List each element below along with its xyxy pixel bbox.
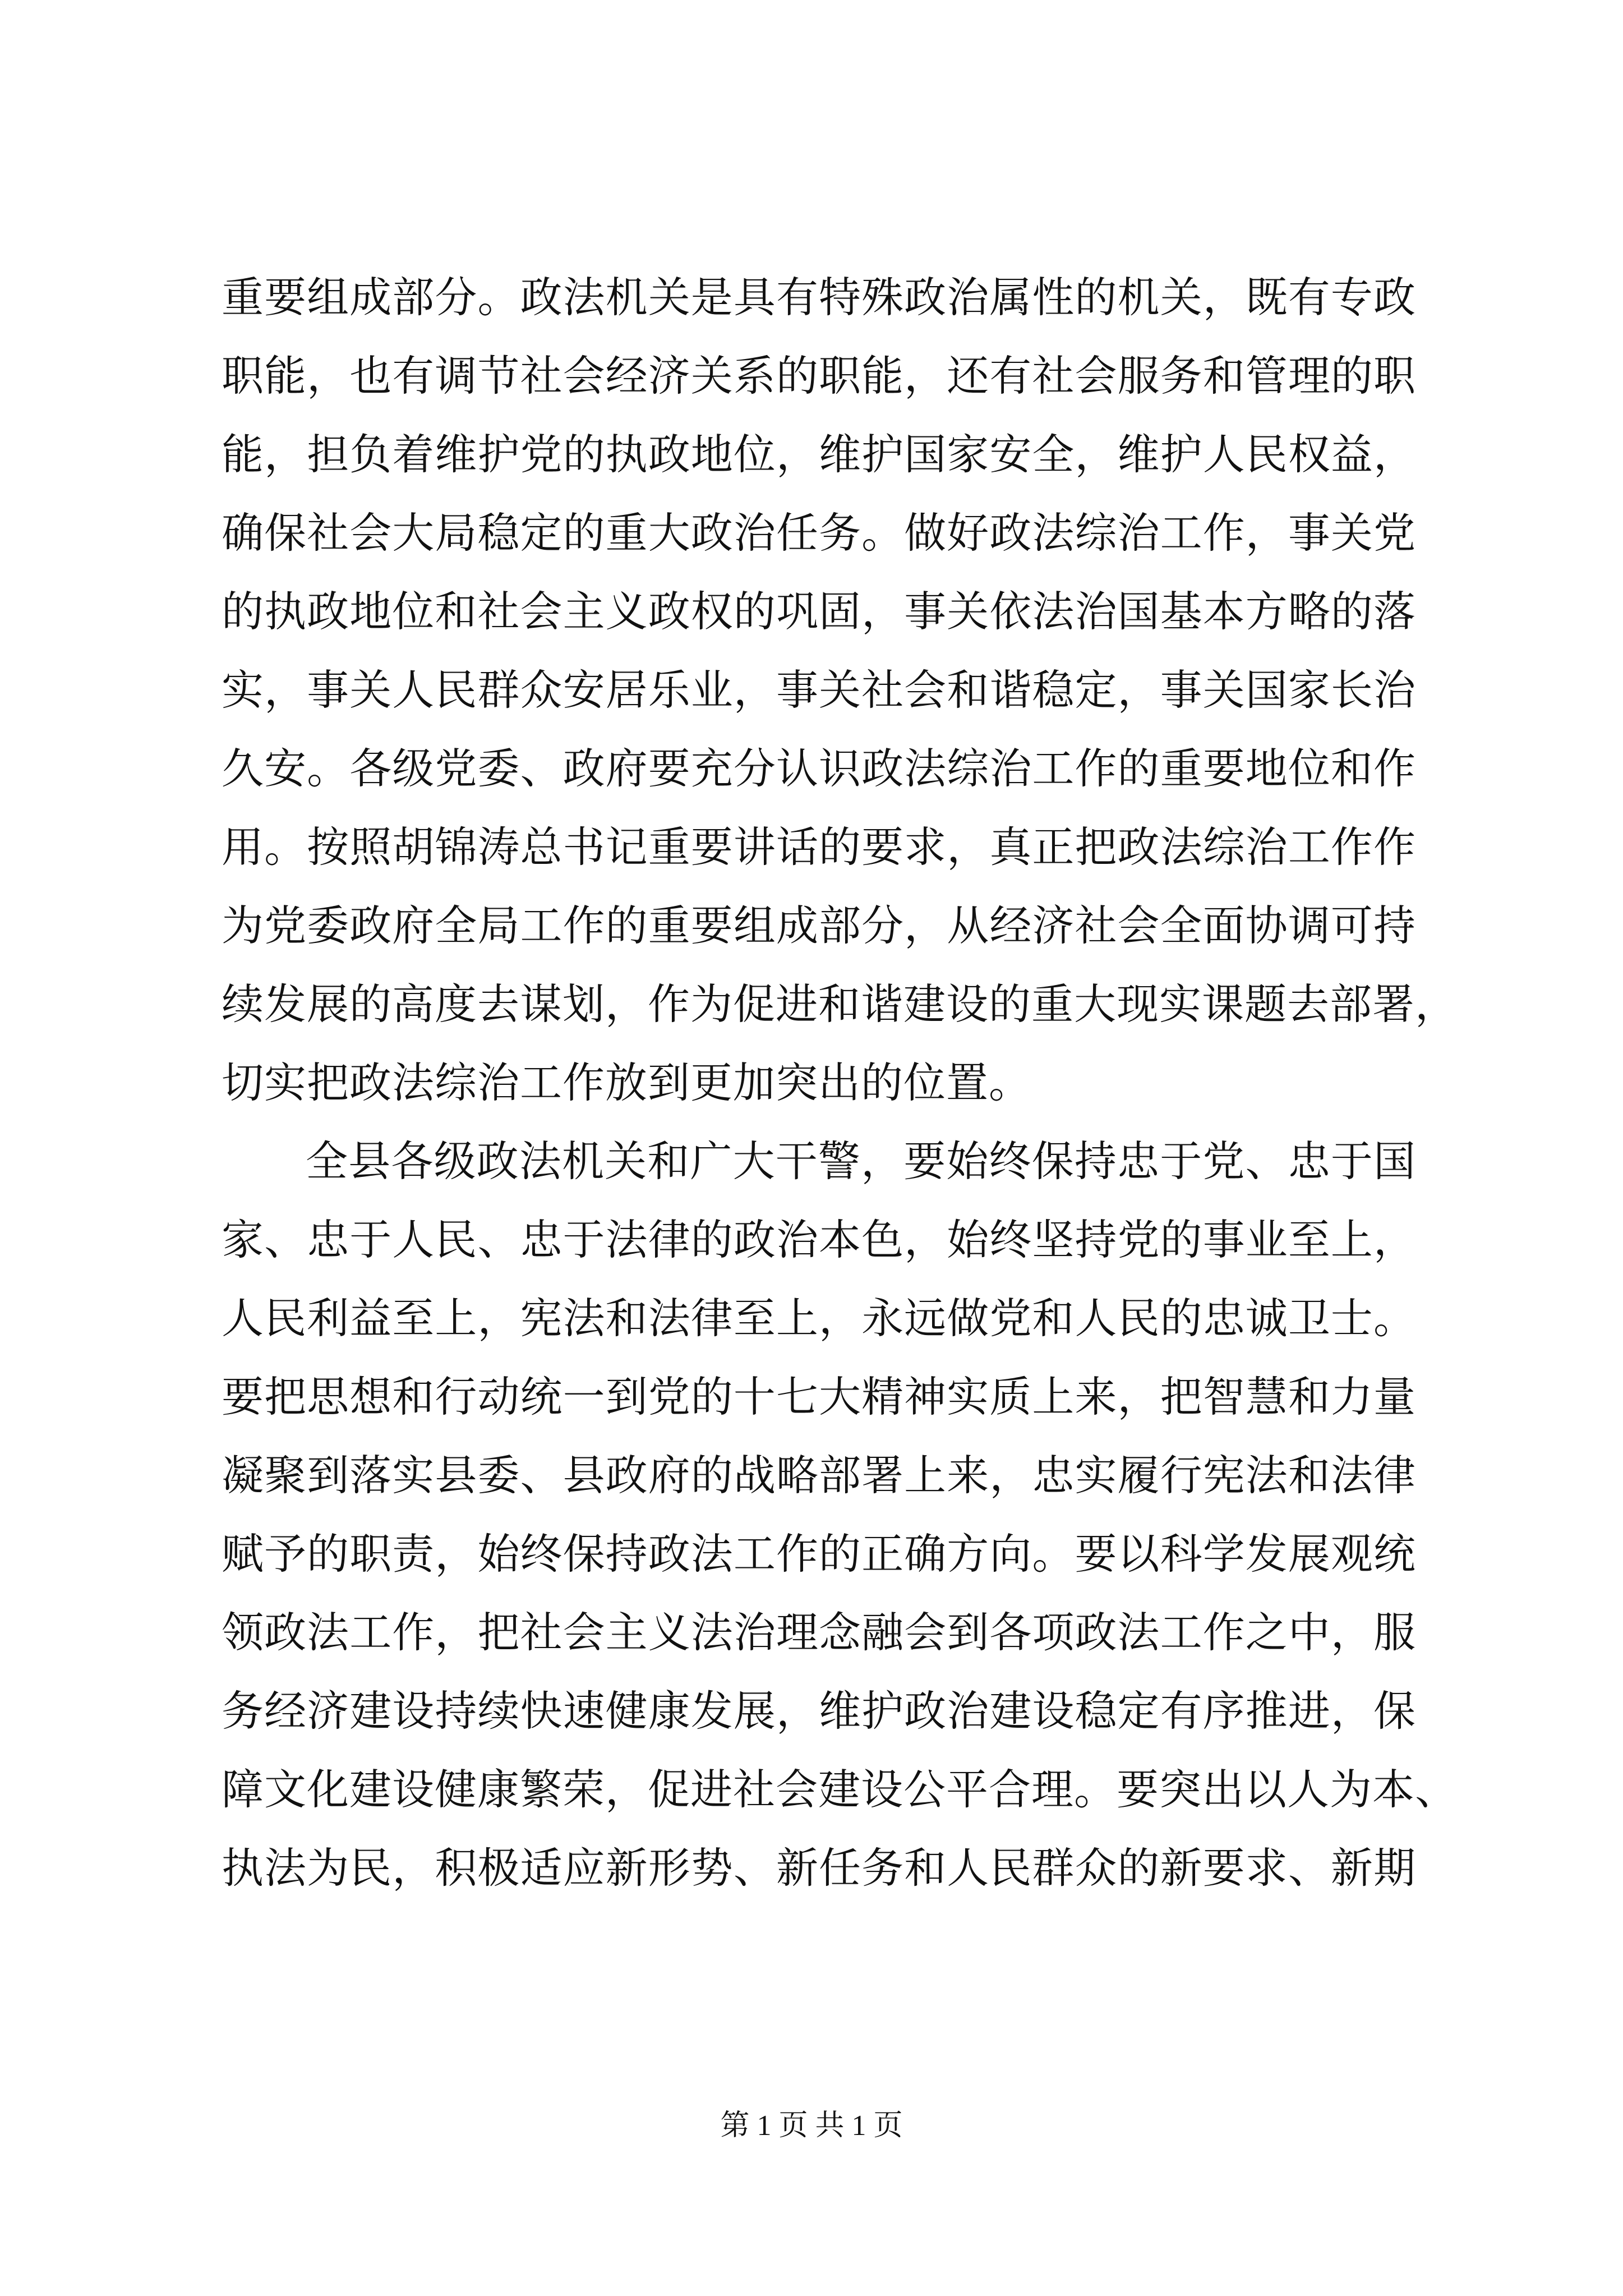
text-line: 实，事关人民群众安居乐业，事关社会和谐稳定，事关国家长治 <box>222 665 1416 715</box>
paragraph-start-line: 全县各级政法机关和广大干警，要始终保持忠于党、忠于国 <box>306 1137 1416 1186</box>
text-line: 务经济建设持续快速健康发展，维护政治建设稳定有序推进，保 <box>222 1686 1416 1736</box>
text-line: 能，担负着维护党的执政地位，维护国家安全，维护人民权益， <box>222 430 1416 479</box>
text-line: 续发展的高度去谋划，作为促进和谐建设的重大现实课题去部署， <box>222 979 1458 1029</box>
text-line: 为党委政府全局工作的重要组成部分，从经济社会全面协调可持 <box>222 901 1416 950</box>
text-line: 的执政地位和社会主义政权的巩固，事关依法治国基本方略的落 <box>222 587 1416 636</box>
text-line: 障文化建设健康繁荣，促进社会建设公平合理。要突出以人为本、 <box>222 1765 1458 1814</box>
text-line: 确保社会大局稳定的重大政治任务。做好政法综治工作，事关党 <box>222 508 1416 558</box>
text-line: 要把思想和行动统一到党的十七大精神实质上来，把智慧和力量 <box>222 1372 1416 1421</box>
text-line: 领政法工作，把社会主义法治理念融会到各项政法工作之中，服 <box>222 1608 1416 1657</box>
page-number-footer: 第 1 页 共 1 页 <box>720 2110 903 2142</box>
text-line: 凝聚到落实县委、县政府的战略部署上来，忠实履行宪法和法律 <box>222 1451 1416 1500</box>
text-line: 人民利益至上，宪法和法律至上，永远做党和人民的忠诚卫士。 <box>222 1294 1416 1343</box>
text-line: 用。按照胡锦涛总书记重要讲话的要求，真正把政法综治工作作 <box>222 822 1416 872</box>
text-line: 职能，也有调节社会经济关系的职能，还有社会服务和管理的职 <box>222 351 1416 401</box>
text-line: 赋予的职责，始终保持政法工作的正确方向。要以科学发展观统 <box>222 1529 1416 1579</box>
text-line: 重要组成部分。政法机关是具有特殊政治属性的机关，既有专政 <box>222 273 1416 322</box>
text-line: 久安。各级党委、政府要充分认识政法综治工作的重要地位和作 <box>222 744 1416 793</box>
text-line: 家、忠于人民、忠于法律的政治本色，始终坚持党的事业至上， <box>222 1215 1416 1264</box>
paragraph-end-line: 切实把政法综治工作放到更加突出的位置。 <box>222 1058 1032 1107</box>
text-line: 执法为民，积极适应新形势、新任务和人民群众的新要求、新期 <box>222 1843 1416 1893</box>
